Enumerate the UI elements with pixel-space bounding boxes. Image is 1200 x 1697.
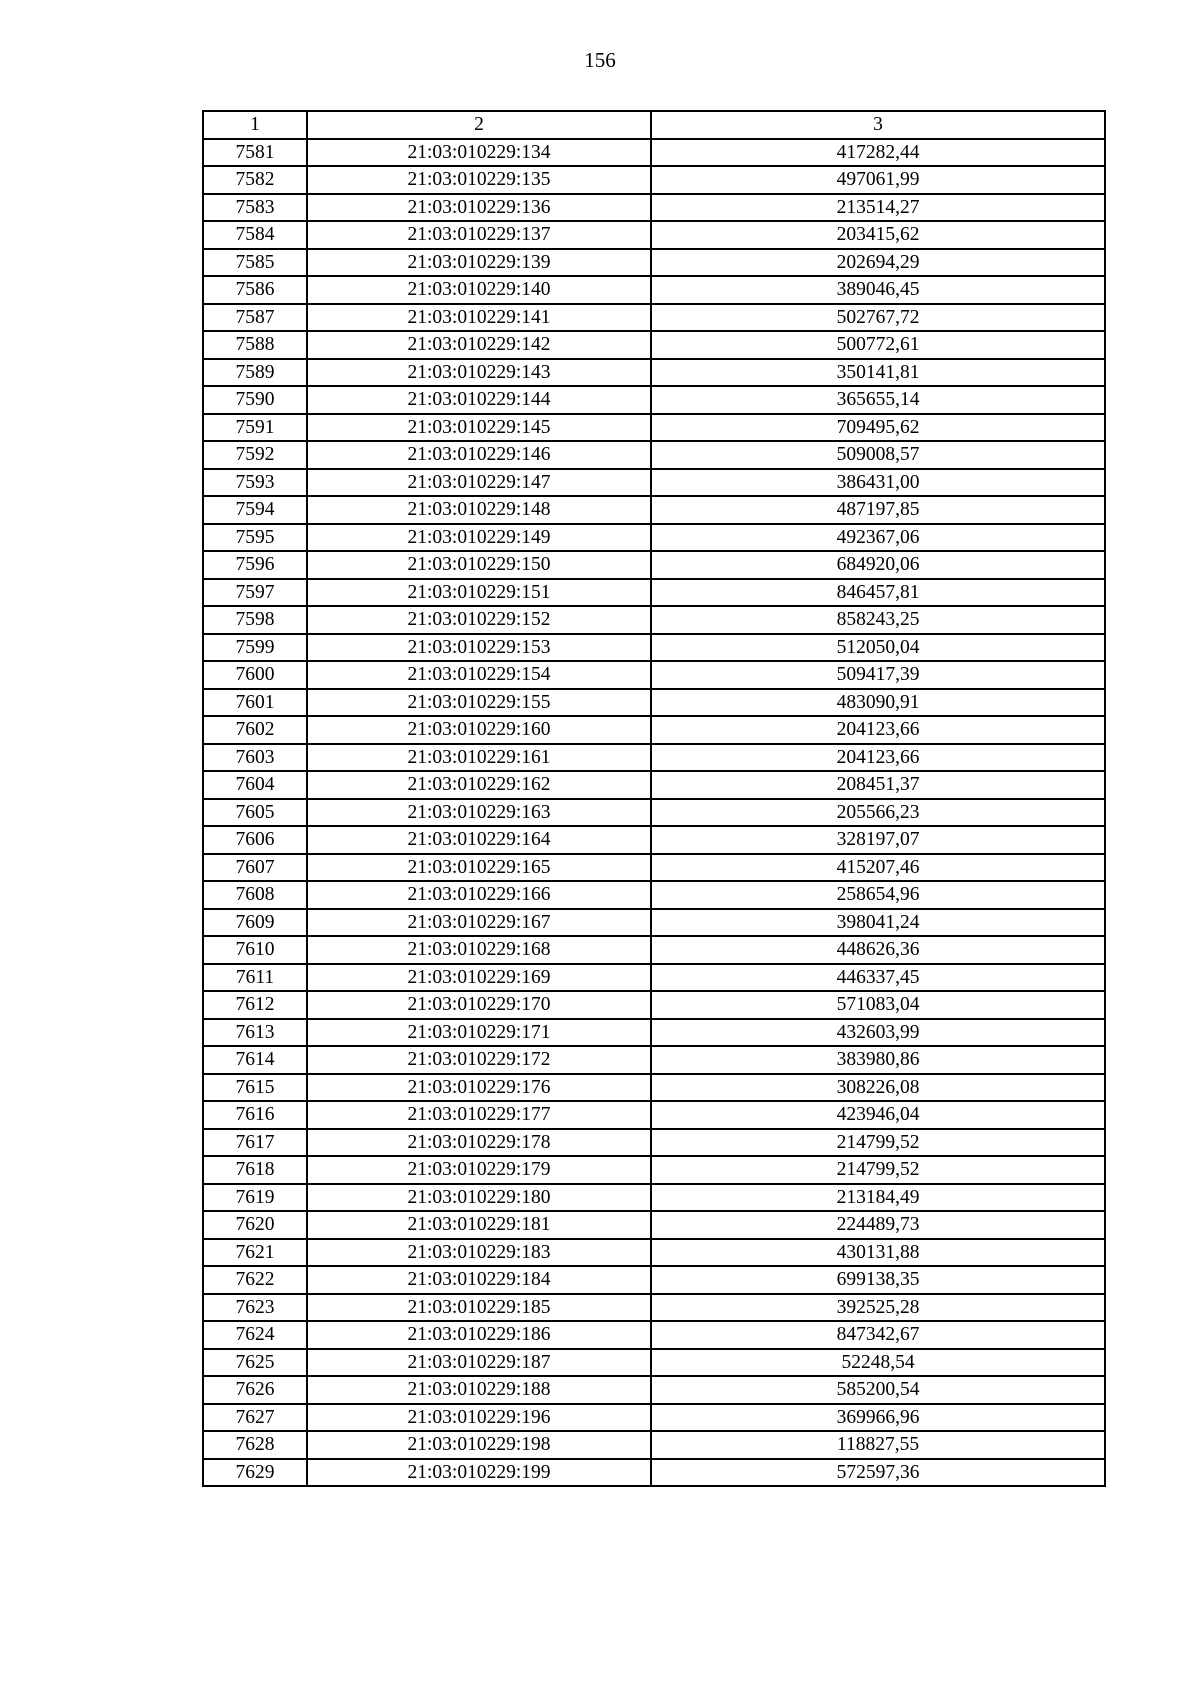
table-row: [203, 854, 1105, 882]
header-cell-col-2: 2: [307, 111, 651, 139]
cadastral-number-cell: 21:03:010229:171: [307, 1019, 651, 1047]
value-cell: 432603,99: [651, 1019, 1105, 1047]
row-number-cell: 7586: [203, 276, 307, 304]
value-cell: 204123,66: [651, 716, 1105, 744]
cadastral-number-cell: 21:03:010229:164: [307, 826, 651, 854]
cadastral-number-cell: 21:03:010229:153: [307, 634, 651, 662]
row-number-cell: 7587: [203, 304, 307, 332]
cadastral-number-cell: 21:03:010229:187: [307, 1349, 651, 1377]
table-row: [203, 221, 1105, 249]
value-cell: 497061,99: [651, 166, 1105, 194]
row-number-cell: 7625: [203, 1349, 307, 1377]
row-number-cell: 7602: [203, 716, 307, 744]
cadastral-number-cell: 21:03:010229:137: [307, 221, 651, 249]
table-row: [203, 881, 1105, 909]
value-cell: 483090,91: [651, 689, 1105, 717]
cadastral-number-cell: 21:03:010229:186: [307, 1321, 651, 1349]
row-number-cell: 7613: [203, 1019, 307, 1047]
table-row: [203, 991, 1105, 1019]
row-number-cell: 7609: [203, 909, 307, 937]
table-row: [203, 1074, 1105, 1102]
table-row: [203, 1349, 1105, 1377]
cadastral-number-cell: 21:03:010229:170: [307, 991, 651, 1019]
row-number-cell: 7600: [203, 661, 307, 689]
table-row: [203, 579, 1105, 607]
row-number-cell: 7617: [203, 1129, 307, 1157]
cadastral-number-cell: 21:03:010229:139: [307, 249, 651, 277]
cadastral-number-cell: 21:03:010229:198: [307, 1431, 651, 1459]
value-cell: 585200,54: [651, 1376, 1105, 1404]
value-cell: 214799,52: [651, 1129, 1105, 1157]
table-row: [203, 551, 1105, 579]
row-number-cell: 7581: [203, 139, 307, 167]
value-cell: 203415,62: [651, 221, 1105, 249]
value-cell: 398041,24: [651, 909, 1105, 937]
table-row: [203, 1156, 1105, 1184]
cadastral-number-cell: 21:03:010229:145: [307, 414, 651, 442]
row-number-cell: 7618: [203, 1156, 307, 1184]
cadastral-number-cell: 21:03:010229:140: [307, 276, 651, 304]
table-row: [203, 1294, 1105, 1322]
cadastral-number-cell: 21:03:010229:141: [307, 304, 651, 332]
row-number-cell: 7601: [203, 689, 307, 717]
cadastral-number-cell: 21:03:010229:142: [307, 331, 651, 359]
table-row: [203, 689, 1105, 717]
table-row: [203, 469, 1105, 497]
row-number-cell: 7624: [203, 1321, 307, 1349]
table-row: [203, 139, 1105, 167]
cadastral-number-cell: 21:03:010229:172: [307, 1046, 651, 1074]
value-cell: 224489,73: [651, 1211, 1105, 1239]
value-cell: 502767,72: [651, 304, 1105, 332]
value-cell: 258654,96: [651, 881, 1105, 909]
value-cell: 208451,37: [651, 771, 1105, 799]
value-cell: 571083,04: [651, 991, 1105, 1019]
row-number-cell: 7619: [203, 1184, 307, 1212]
value-cell: 847342,67: [651, 1321, 1105, 1349]
cadastral-number-cell: 21:03:010229:162: [307, 771, 651, 799]
row-number-cell: 7594: [203, 496, 307, 524]
row-number-cell: 7628: [203, 1431, 307, 1459]
table-row: [203, 661, 1105, 689]
value-cell: 118827,55: [651, 1431, 1105, 1459]
cadastral-number-cell: 21:03:010229:147: [307, 469, 651, 497]
cadastral-number-cell: 21:03:010229:135: [307, 166, 651, 194]
value-cell: 430131,88: [651, 1239, 1105, 1267]
row-number-cell: 7606: [203, 826, 307, 854]
value-cell: 500772,61: [651, 331, 1105, 359]
table-row: [203, 249, 1105, 277]
value-cell: 509417,39: [651, 661, 1105, 689]
row-number-cell: 7627: [203, 1404, 307, 1432]
value-cell: 684920,06: [651, 551, 1105, 579]
row-number-cell: 7596: [203, 551, 307, 579]
table-body: [203, 139, 1105, 1487]
table-row: [203, 744, 1105, 772]
row-number-cell: 7610: [203, 936, 307, 964]
cadastral-number-cell: 21:03:010229:161: [307, 744, 651, 772]
value-cell: 709495,62: [651, 414, 1105, 442]
cadastral-number-cell: 21:03:010229:188: [307, 1376, 651, 1404]
table-row: [203, 1376, 1105, 1404]
cadastral-number-cell: 21:03:010229:143: [307, 359, 651, 387]
value-cell: 383980,86: [651, 1046, 1105, 1074]
table-row: [203, 606, 1105, 634]
row-number-cell: 7603: [203, 744, 307, 772]
table-row: [203, 964, 1105, 992]
table-row: [203, 441, 1105, 469]
table-row: [203, 1101, 1105, 1129]
table-row: [203, 826, 1105, 854]
value-cell: 509008,57: [651, 441, 1105, 469]
table-row: [203, 194, 1105, 222]
table-row: [203, 496, 1105, 524]
table-row: [203, 524, 1105, 552]
value-cell: 392525,28: [651, 1294, 1105, 1322]
cadastral-number-cell: 21:03:010229:151: [307, 579, 651, 607]
cadastral-number-cell: 21:03:010229:167: [307, 909, 651, 937]
value-cell: 572597,36: [651, 1459, 1105, 1487]
cadastral-number-cell: 21:03:010229:168: [307, 936, 651, 964]
row-number-cell: 7623: [203, 1294, 307, 1322]
page-number: 156: [584, 48, 616, 72]
table-row: [203, 1239, 1105, 1267]
table-row: [203, 634, 1105, 662]
table-row: [203, 304, 1105, 332]
value-cell: 369966,96: [651, 1404, 1105, 1432]
value-cell: 202694,29: [651, 249, 1105, 277]
row-number-cell: 7607: [203, 854, 307, 882]
row-number-cell: 7584: [203, 221, 307, 249]
cadastral-number-cell: 21:03:010229:183: [307, 1239, 651, 1267]
value-cell: 512050,04: [651, 634, 1105, 662]
cadastral-number-cell: 21:03:010229:149: [307, 524, 651, 552]
row-number-cell: 7583: [203, 194, 307, 222]
cadastral-number-cell: 21:03:010229:169: [307, 964, 651, 992]
value-cell: 858243,25: [651, 606, 1105, 634]
value-cell: 492367,06: [651, 524, 1105, 552]
value-cell: 328197,07: [651, 826, 1105, 854]
cadastral-number-cell: 21:03:010229:154: [307, 661, 651, 689]
table-row: [203, 1211, 1105, 1239]
value-cell: 846457,81: [651, 579, 1105, 607]
value-cell: 204123,66: [651, 744, 1105, 772]
header-cell-col-1: 1: [203, 111, 307, 139]
table-row: [203, 1431, 1105, 1459]
row-number-cell: 7597: [203, 579, 307, 607]
table-header: [203, 111, 1105, 139]
cadastral-number-cell: 21:03:010229:196: [307, 1404, 651, 1432]
cadastral-number-cell: 21:03:010229:185: [307, 1294, 651, 1322]
row-number-cell: 7589: [203, 359, 307, 387]
value-cell: 423946,04: [651, 1101, 1105, 1129]
header-row: [203, 111, 1105, 139]
row-number-cell: 7621: [203, 1239, 307, 1267]
table-row: [203, 276, 1105, 304]
row-number-cell: 7605: [203, 799, 307, 827]
cadastral-number-cell: 21:03:010229:184: [307, 1266, 651, 1294]
row-number-cell: 7595: [203, 524, 307, 552]
cadastral-number-cell: 21:03:010229:146: [307, 441, 651, 469]
row-number-cell: 7626: [203, 1376, 307, 1404]
value-cell: 417282,44: [651, 139, 1105, 167]
table-row: [203, 414, 1105, 442]
value-cell: 308226,08: [651, 1074, 1105, 1102]
value-cell: 386431,00: [651, 469, 1105, 497]
row-number-cell: 7599: [203, 634, 307, 662]
row-number-cell: 7585: [203, 249, 307, 277]
table-row: [203, 936, 1105, 964]
row-number-cell: 7616: [203, 1101, 307, 1129]
row-number-cell: 7591: [203, 414, 307, 442]
value-cell: 487197,85: [651, 496, 1105, 524]
table-row: [203, 716, 1105, 744]
cadastral-number-cell: 21:03:010229:148: [307, 496, 651, 524]
value-cell: 350141,81: [651, 359, 1105, 387]
row-number-cell: 7598: [203, 606, 307, 634]
cadastral-number-cell: 21:03:010229:180: [307, 1184, 651, 1212]
value-cell: 213514,27: [651, 194, 1105, 222]
table-row: [203, 1459, 1105, 1487]
registry-table: [202, 110, 1106, 1487]
cadastral-number-cell: 21:03:010229:136: [307, 194, 651, 222]
cadastral-number-cell: 21:03:010229:144: [307, 386, 651, 414]
cadastral-number-cell: 21:03:010229:199: [307, 1459, 651, 1487]
table-row: [203, 1266, 1105, 1294]
cadastral-number-cell: 21:03:010229:155: [307, 689, 651, 717]
row-number-cell: 7592: [203, 441, 307, 469]
value-cell: 415207,46: [651, 854, 1105, 882]
row-number-cell: 7612: [203, 991, 307, 1019]
cadastral-number-cell: 21:03:010229:179: [307, 1156, 651, 1184]
table-row: [203, 1404, 1105, 1432]
row-number-cell: 7629: [203, 1459, 307, 1487]
cadastral-number-cell: 21:03:010229:176: [307, 1074, 651, 1102]
cadastral-number-cell: 21:03:010229:152: [307, 606, 651, 634]
row-number-cell: 7590: [203, 386, 307, 414]
value-cell: 448626,36: [651, 936, 1105, 964]
table-row: [203, 1019, 1105, 1047]
table-row: [203, 331, 1105, 359]
value-cell: 205566,23: [651, 799, 1105, 827]
cadastral-number-cell: 21:03:010229:134: [307, 139, 651, 167]
table-row: [203, 1184, 1105, 1212]
cadastral-number-cell: 21:03:010229:166: [307, 881, 651, 909]
cadastral-number-cell: 21:03:010229:165: [307, 854, 651, 882]
table-row: [203, 386, 1105, 414]
cadastral-number-cell: 21:03:010229:181: [307, 1211, 651, 1239]
value-cell: 214799,52: [651, 1156, 1105, 1184]
table-row: [203, 1321, 1105, 1349]
row-number-cell: 7588: [203, 331, 307, 359]
cadastral-number-cell: 21:03:010229:177: [307, 1101, 651, 1129]
value-cell: 365655,14: [651, 386, 1105, 414]
table-row: [203, 1046, 1105, 1074]
cadastral-number-cell: 21:03:010229:150: [307, 551, 651, 579]
table-row: [203, 166, 1105, 194]
row-number-cell: 7615: [203, 1074, 307, 1102]
table-row: [203, 771, 1105, 799]
row-number-cell: 7620: [203, 1211, 307, 1239]
row-number-cell: 7604: [203, 771, 307, 799]
table-row: [203, 359, 1105, 387]
header-cell-col-3: 3: [651, 111, 1105, 139]
row-number-cell: 7608: [203, 881, 307, 909]
row-number-cell: 7593: [203, 469, 307, 497]
table-row: [203, 799, 1105, 827]
value-cell: 446337,45: [651, 964, 1105, 992]
value-cell: 213184,49: [651, 1184, 1105, 1212]
value-cell: 389046,45: [651, 276, 1105, 304]
table-row: [203, 909, 1105, 937]
table-row: [203, 1129, 1105, 1157]
value-cell: 699138,35: [651, 1266, 1105, 1294]
row-number-cell: 7622: [203, 1266, 307, 1294]
value-cell: 52248,54: [651, 1349, 1105, 1377]
row-number-cell: 7614: [203, 1046, 307, 1074]
cadastral-number-cell: 21:03:010229:160: [307, 716, 651, 744]
row-number-cell: 7582: [203, 166, 307, 194]
row-number-cell: 7611: [203, 964, 307, 992]
cadastral-number-cell: 21:03:010229:178: [307, 1129, 651, 1157]
cadastral-number-cell: 21:03:010229:163: [307, 799, 651, 827]
